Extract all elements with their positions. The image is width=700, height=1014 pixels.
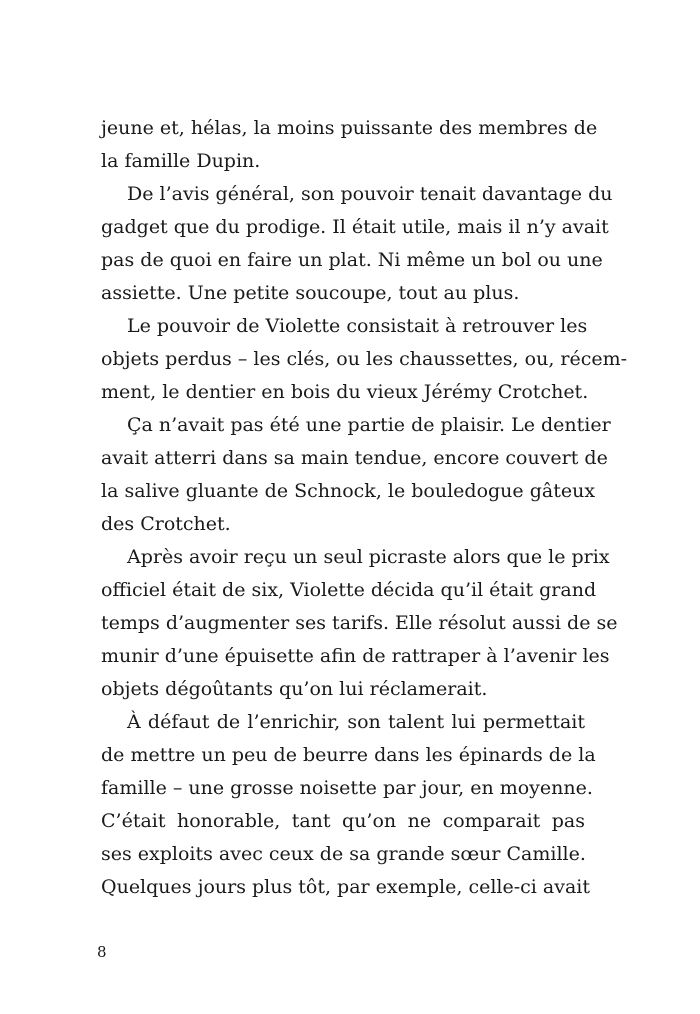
page-number: 8	[97, 943, 107, 961]
text-line: objets dégoûtants qu’on lui réclamerait.	[101, 678, 488, 700]
text-line: ment, le dentier en bois du vieux Jérémy Crotchet.	[101, 381, 589, 403]
text-line: De l’avis général, son pouvoir tenait davantage du	[127, 183, 613, 205]
text-line: munir d’une épuisette afin de rattraper à l’avenir les	[101, 645, 610, 667]
text-line: À défaut de l’enrichir, son talent lui permettait	[127, 711, 585, 733]
text-line: assiette. Une petite soucoupe, tout au plus.	[101, 282, 520, 304]
text-line: avait atterri dans sa main tendue, encore couvert de	[101, 447, 608, 469]
text-line: la famille Dupin.	[101, 150, 261, 172]
text-line: Après avoir reçu un seul picraste alors que le prix	[127, 546, 610, 568]
text-line: ses exploits avec ceux de sa grande sœur Camille.	[101, 843, 586, 865]
text-line: objets perdus – les clés, ou les chaussettes, ou, récem-	[101, 348, 628, 370]
text-line: famille – une grosse noisette par jour, en moyenne.	[101, 777, 593, 799]
text-line: Le pouvoir de Violette consistait à retrouver les	[127, 315, 588, 337]
body-text	[101, 112, 628, 904]
text-line: gadget que du prodige. Il était utile, mais il n’y avait	[101, 216, 609, 238]
text-line: de mettre un peu de beurre dans les épinards de la	[101, 744, 596, 766]
text-line: officiel était de six, Violette décida qu’il était grand	[101, 579, 597, 601]
text-line: la salive gluante de Schnock, le bouledogue gâteux	[101, 480, 596, 502]
text-line: C’était honorable, tant qu’on ne comparait pas	[101, 810, 585, 832]
text-line: des Crotchet.	[101, 513, 231, 535]
text-line: Ça n’avait pas été une partie de plaisir. Le dentier	[127, 414, 611, 436]
text-line: Quelques jours plus tôt, par exemple, celle-ci avait	[101, 876, 591, 898]
text-line: jeune et, hélas, la moins puissante des membres de	[101, 117, 598, 139]
text-line: pas de quoi en faire un plat. Ni même un bol ou une	[101, 249, 603, 271]
text-line: temps d’augmenter ses tarifs. Elle résolut aussi de se	[101, 612, 618, 634]
